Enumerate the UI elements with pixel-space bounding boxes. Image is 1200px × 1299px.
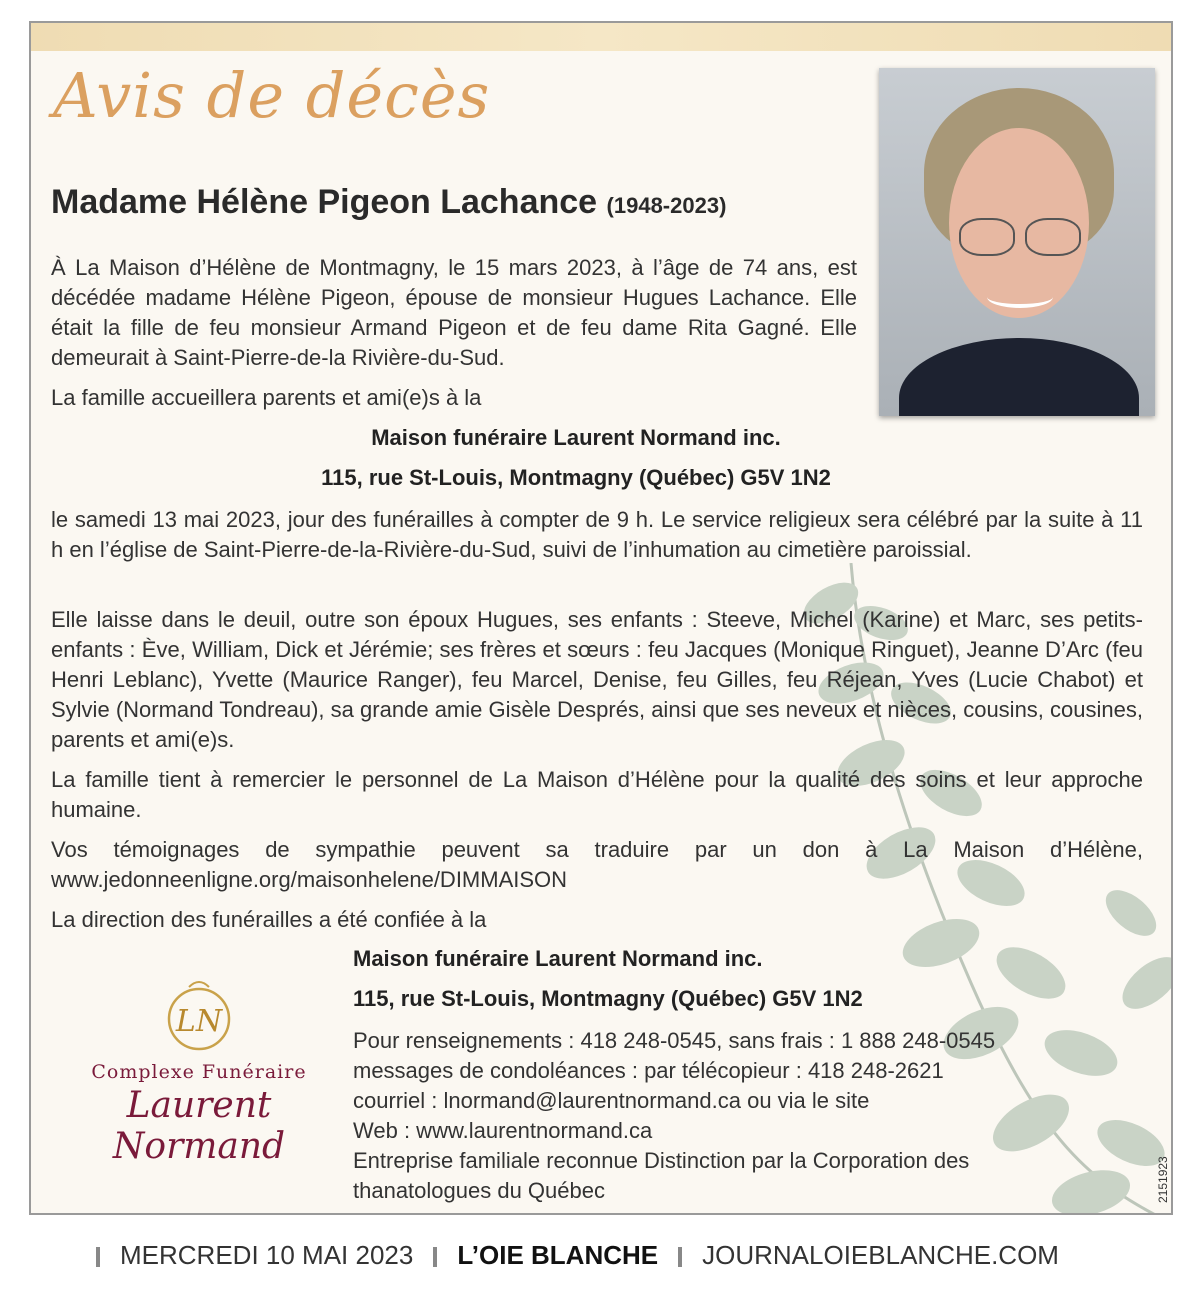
info-line-distinction-2: thanatologues du Québec: [353, 1178, 605, 1203]
donation-text: Vos témoignages de sympathie peuvent sa traduire par un don à La Maison d’Hélène,: [51, 837, 1143, 862]
info-line-phone: Pour renseignements : 418 248-0545, sans frais : 1 888 248-0545: [353, 1028, 996, 1053]
info-line-distinction: Entreprise familiale reconnue Distinction par la Corporation des: [353, 1148, 970, 1173]
funeral-home-logo: [49, 965, 349, 1167]
reference-number: 2151923: [1156, 1156, 1170, 1203]
funeral-home-name: Maison funéraire Laurent Normand inc.: [371, 425, 781, 450]
survivors-paragraph: Elle laisse dans le deuil, outre son époux Hugues, ses enfants : Steeve, Michel (Karine) et Marc, ses petits-enfants : Ève, William, Dick et Jérémie; ses frères et sœurs : feu Jacques (Monique Ringuet), Jeanne D’Arc (feu Henri Leblanc), Yvette (Maurice Ranger), feu Marcel, Denise, feu Gilles, feu Réjean, Yves (Lucie Chabot) et Sylvie (Normand Tondreau), sa grande amie Gisèle Després, ainsi que ses neveux et nièces, cousins, cousines, parents et ami(e)s.: [51, 607, 1143, 752]
info-line-web[interactable]: Web : www.laurentnormand.ca: [353, 1118, 653, 1143]
info-line-email[interactable]: courriel : lnormand@laurentnormand.ca ou via le site: [353, 1088, 870, 1113]
ln-monogram-icon: [159, 975, 239, 1055]
footer-publication: L’OIE BLANCHE: [457, 1240, 659, 1270]
direction-line: La direction des funérailles a été confiée à la: [51, 907, 487, 932]
notice-title: Avis de décès: [53, 59, 491, 132]
contact-info: [353, 1026, 1113, 1206]
schedule-paragraph: le samedi 13 mai 2023, jour des funérailles à compter de 9 h. Le service religieux sera célébré par la suite à 11 h en l’église de Saint-Pierre-de-la-Rivière-du-Sud, suivi de l’inhumation au cimetière paroissial.: [51, 507, 1143, 562]
portrait-photo: [879, 68, 1155, 416]
welcome-line: La famille accueillera parents et ami(e)s à la: [51, 385, 482, 410]
svg-text:LN: LN: [175, 1004, 223, 1039]
footer-separator: [96, 1247, 100, 1267]
deceased-name: [51, 183, 726, 222]
top-band: [31, 23, 1171, 51]
thanks-paragraph: La famille tient à remercier le personnel de La Maison d’Hélène pour la qualité des soins et leur approche humaine.: [51, 767, 1143, 822]
intro-paragraph: À La Maison d’Hélène de Montmagny, le 15 mars 2023, à l’âge de 74 ans, est décédée madame Hélène Pigeon, épouse de monsieur Hugues Lachance. Elle était la fille de feu monsieur Armand Pigeon et de feu dame Rita Gagné. Elle demeurait à Saint-Pierre-de-la Rivière-du-Sud.: [51, 255, 857, 370]
footer-separator: [678, 1247, 682, 1267]
deceased-years: (1948-2023): [606, 193, 727, 218]
logo-line-2: Laurent Normand: [112, 1085, 286, 1167]
footer-separator: [433, 1247, 437, 1267]
footer-date: MERCREDI 10 MAI 2023: [120, 1240, 414, 1270]
info-line-fax: messages de condoléances : par télécopieur : 418 248-2621: [353, 1058, 944, 1083]
logo-line-1: Complexe Funéraire: [91, 1061, 307, 1083]
footer-website[interactable]: JOURNALOIEBLANCHE.COM: [702, 1240, 1059, 1270]
page-footer: [0, 1240, 1200, 1280]
donation-link[interactable]: www.jedonneenligne.org/maisonhelene/DIMMAISON: [51, 867, 568, 892]
funeral-home-address-2: 115, rue St-Louis, Montmagny (Québec) G5V 1N2: [353, 986, 863, 1011]
funeral-home-address: 115, rue St-Louis, Montmagny (Québec) G5V 1N2: [321, 465, 831, 490]
deceased-fullname: Madame Hélène Pigeon Lachance: [51, 183, 598, 221]
death-notice: [29, 21, 1173, 1215]
funeral-home-name-2: Maison funéraire Laurent Normand inc.: [353, 946, 763, 971]
